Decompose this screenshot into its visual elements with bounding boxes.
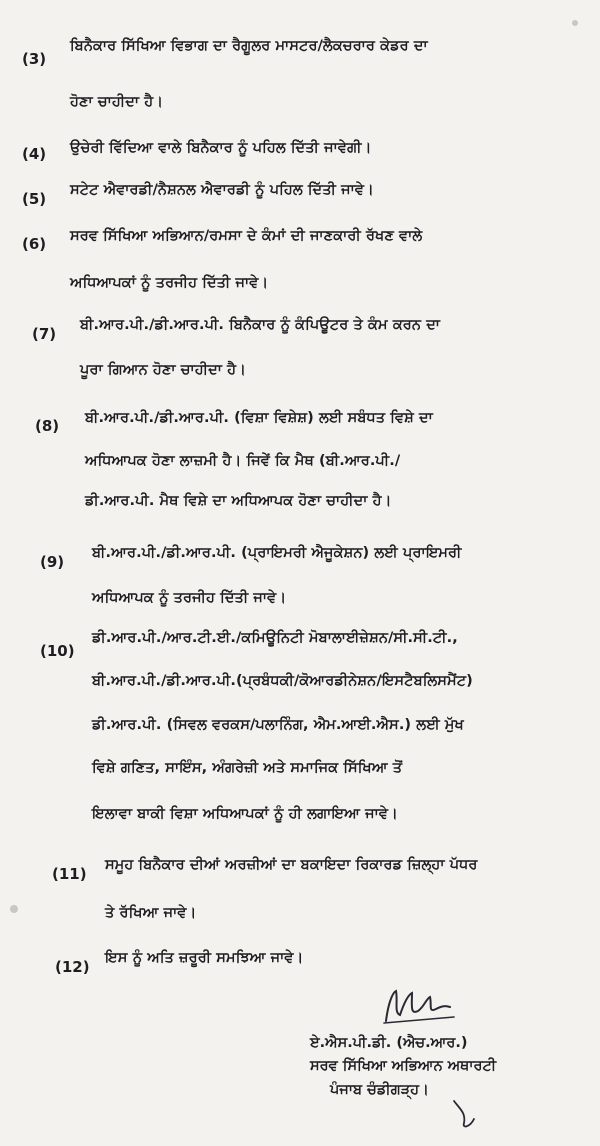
item-text-line: ਬਿਨੈਕਾਰ ਸਿੱਖਿਆ ਵਿਭਾਗ ਦਾ ਰੈਗੂਲਰ ਮਾਸਟਰ/ਲੈਕਚਰਾਰ ਕੇਡਰ ਦਾ — [70, 38, 428, 54]
item-text-line: ਡੀ.ਆਰ.ਪੀ. (ਸਿਵਲ ਵਰਕਸ/ਪਲਾਨਿੰਗ, ਐਮ.ਆਈ.ਐਸ.) ਲਈ ਮੁੱਖ — [92, 717, 464, 733]
item-number: (4) — [22, 145, 47, 163]
item-text-line: ਅਧਿਆਪਕਾਂ ਨੂੰ ਤਰਜੀਹ ਦਿੱਤੀ ਜਾਵੇ। — [70, 275, 269, 291]
item-number: (11) — [52, 865, 87, 883]
item-text-line: ਵਿਸ਼ੇ ਗਣਿਤ, ਸਾਇੰਸ, ਅੰਗਰੇਜ਼ੀ ਅਤੇ ਸਮਾਜਿਕ ਸਿੱਖਿਆ ਤੋਂ — [92, 760, 403, 776]
scan-speck — [10, 905, 18, 913]
item-number: (8) — [35, 417, 60, 435]
item-text-line: ਸਮੂਹ ਬਿਨੈਕਾਰ ਦੀਆਂ ਅਰਜ਼ੀਆਂ ਦਾ ਬਕਾਇਦਾ ਰਿਕਾਰਡ ਜ਼ਿਲ੍ਹਾ ਪੱਧਰ — [105, 857, 478, 873]
item-text-line: ਇਲਾਵਾ ਬਾਕੀ ਵਿਸ਼ਾ ਅਧਿਆਪਕਾਂ ਨੂੰ ਹੀ ਲਗਾਇਆ ਜਾਵੇ। — [92, 806, 398, 822]
item-number: (12) — [55, 958, 90, 976]
item-number: (10) — [40, 642, 75, 660]
item-text-line: ਅਧਿਆਪਕ ਹੋਣਾ ਲਾਜ਼ਮੀ ਹੈ। ਜਿਵੇਂ ਕਿ ਮੈਥ (ਬੀ.ਆਰ.ਪੀ./ — [85, 453, 401, 469]
item-number: (9) — [40, 553, 65, 571]
item-number: (6) — [22, 235, 47, 253]
item-text-line: ਬੀ.ਆਰ.ਪੀ./ਡੀ.ਆਰ.ਪੀ. ਬਿਨੈਕਾਰ ਨੂੰ ਕੰਪਿਊਟਰ ਤੇ ਕੰਮ ਕਰਨ ਦਾ — [80, 317, 441, 333]
item-text-line: ਉਚੇਰੀ ਵਿੱਦਿਆ ਵਾਲੇ ਬਿਨੈਕਾਰ ਨੂੰ ਪਹਿਲ ਦਿੱਤੀ ਜਾਵੇਗੀ। — [70, 140, 372, 156]
scan-speck — [572, 20, 578, 26]
item-text-line: ਇਸ ਨੂੰ ਅਤਿ ਜ਼ਰੂਰੀ ਸਮਝਿਆ ਜਾਵੇ। — [105, 950, 304, 966]
item-text-line: ਅਧਿਆਪਕ ਨੂੰ ਤਰਜੀਹ ਦਿੱਤੀ ਜਾਵੇ। — [92, 590, 287, 606]
signatory-location: ਪੰਜਾਬ ਚੰਡੀਗੜ੍ਹ। — [330, 1082, 429, 1098]
signatory-organization: ਸਰਵ ਸਿੱਖਿਆ ਅਭਿਆਨ ਅਥਾਰਟੀ — [310, 1058, 497, 1074]
item-number: (5) — [22, 190, 47, 208]
item-text-line: ਪੂਰਾ ਗਿਆਨ ਹੋਣਾ ਚਾਹੀਦਾ ਹੈ। — [80, 362, 246, 378]
signatory-designation: ਏ.ਐਸ.ਪੀ.ਡੀ. (ਐਚ.ਆਰ.) — [310, 1035, 468, 1051]
item-text-line: ਸਟੇਟ ਐਵਾਰਡੀ/ਨੈਸ਼ਨਲ ਐਵਾਰਡੀ ਨੂੰ ਪਹਿਲ ਦਿੱਤੀ ਜਾਵੇ। — [70, 182, 374, 198]
handwritten-signature — [378, 985, 458, 1027]
item-text-line: ਬੀ.ਆਰ.ਪੀ./ਡੀ.ਆਰ.ਪੀ. (ਪ੍ਰਾਇਮਰੀ ਐਜੂਕੇਸ਼ਨ) ਲਈ ਪ੍ਰਾਇਮਰੀ — [92, 545, 462, 561]
item-number: (3) — [22, 50, 47, 68]
item-text-line: ਡੀ.ਆਰ.ਪੀ./ਆਰ.ਟੀ.ਈ./ਕਮਿਊਨਿਟੀ ਮੋਬਾਲਾਈਜ਼ੇਸ਼ਨ/ਸੀ.ਸੀ.ਟੀ., — [92, 630, 458, 646]
item-number: (7) — [32, 325, 57, 343]
item-text-line: ਹੋਣਾ ਚਾਹੀਦਾ ਹੈ। — [70, 94, 164, 110]
item-text-line: ਬੀ.ਆਰ.ਪੀ./ਡੀ.ਆਰ.ਪੀ. (ਵਿਸ਼ਾ ਵਿਸ਼ੇਸ਼) ਲਈ ਸਬੰਧਤ ਵਿਸ਼ੇ ਦਾ — [85, 410, 433, 426]
item-text-line: ਬੀ.ਆਰ.ਪੀ./ਡੀ.ਆਰ.ਪੀ.(ਪ੍ਰਬੰਧਕੀ/ਕੋਆਰਡੀਨੇਸ਼ਨ/ਇਸਟੈਬਲਿਸਮੈਂਟ) — [92, 673, 473, 689]
item-text-line: ਸਰਵ ਸਿੱਖਿਆ ਅਭਿਆਨ/ਰਮਸਾ ਦੇ ਕੰਮਾਂ ਦੀ ਜਾਣਕਾਰੀ ਰੱਖਣ ਵਾਲੇ — [70, 228, 423, 244]
signature-flourish — [450, 1097, 480, 1131]
item-text-line: ਡੀ.ਆਰ.ਪੀ. ਮੈਥ ਵਿਸ਼ੇ ਦਾ ਅਧਿਆਪਕ ਹੋਣਾ ਚਾਹੀਦਾ ਹੈ। — [85, 493, 392, 509]
item-text-line: ਤੇ ਰੱਖਿਆ ਜਾਵੇ। — [105, 905, 197, 921]
